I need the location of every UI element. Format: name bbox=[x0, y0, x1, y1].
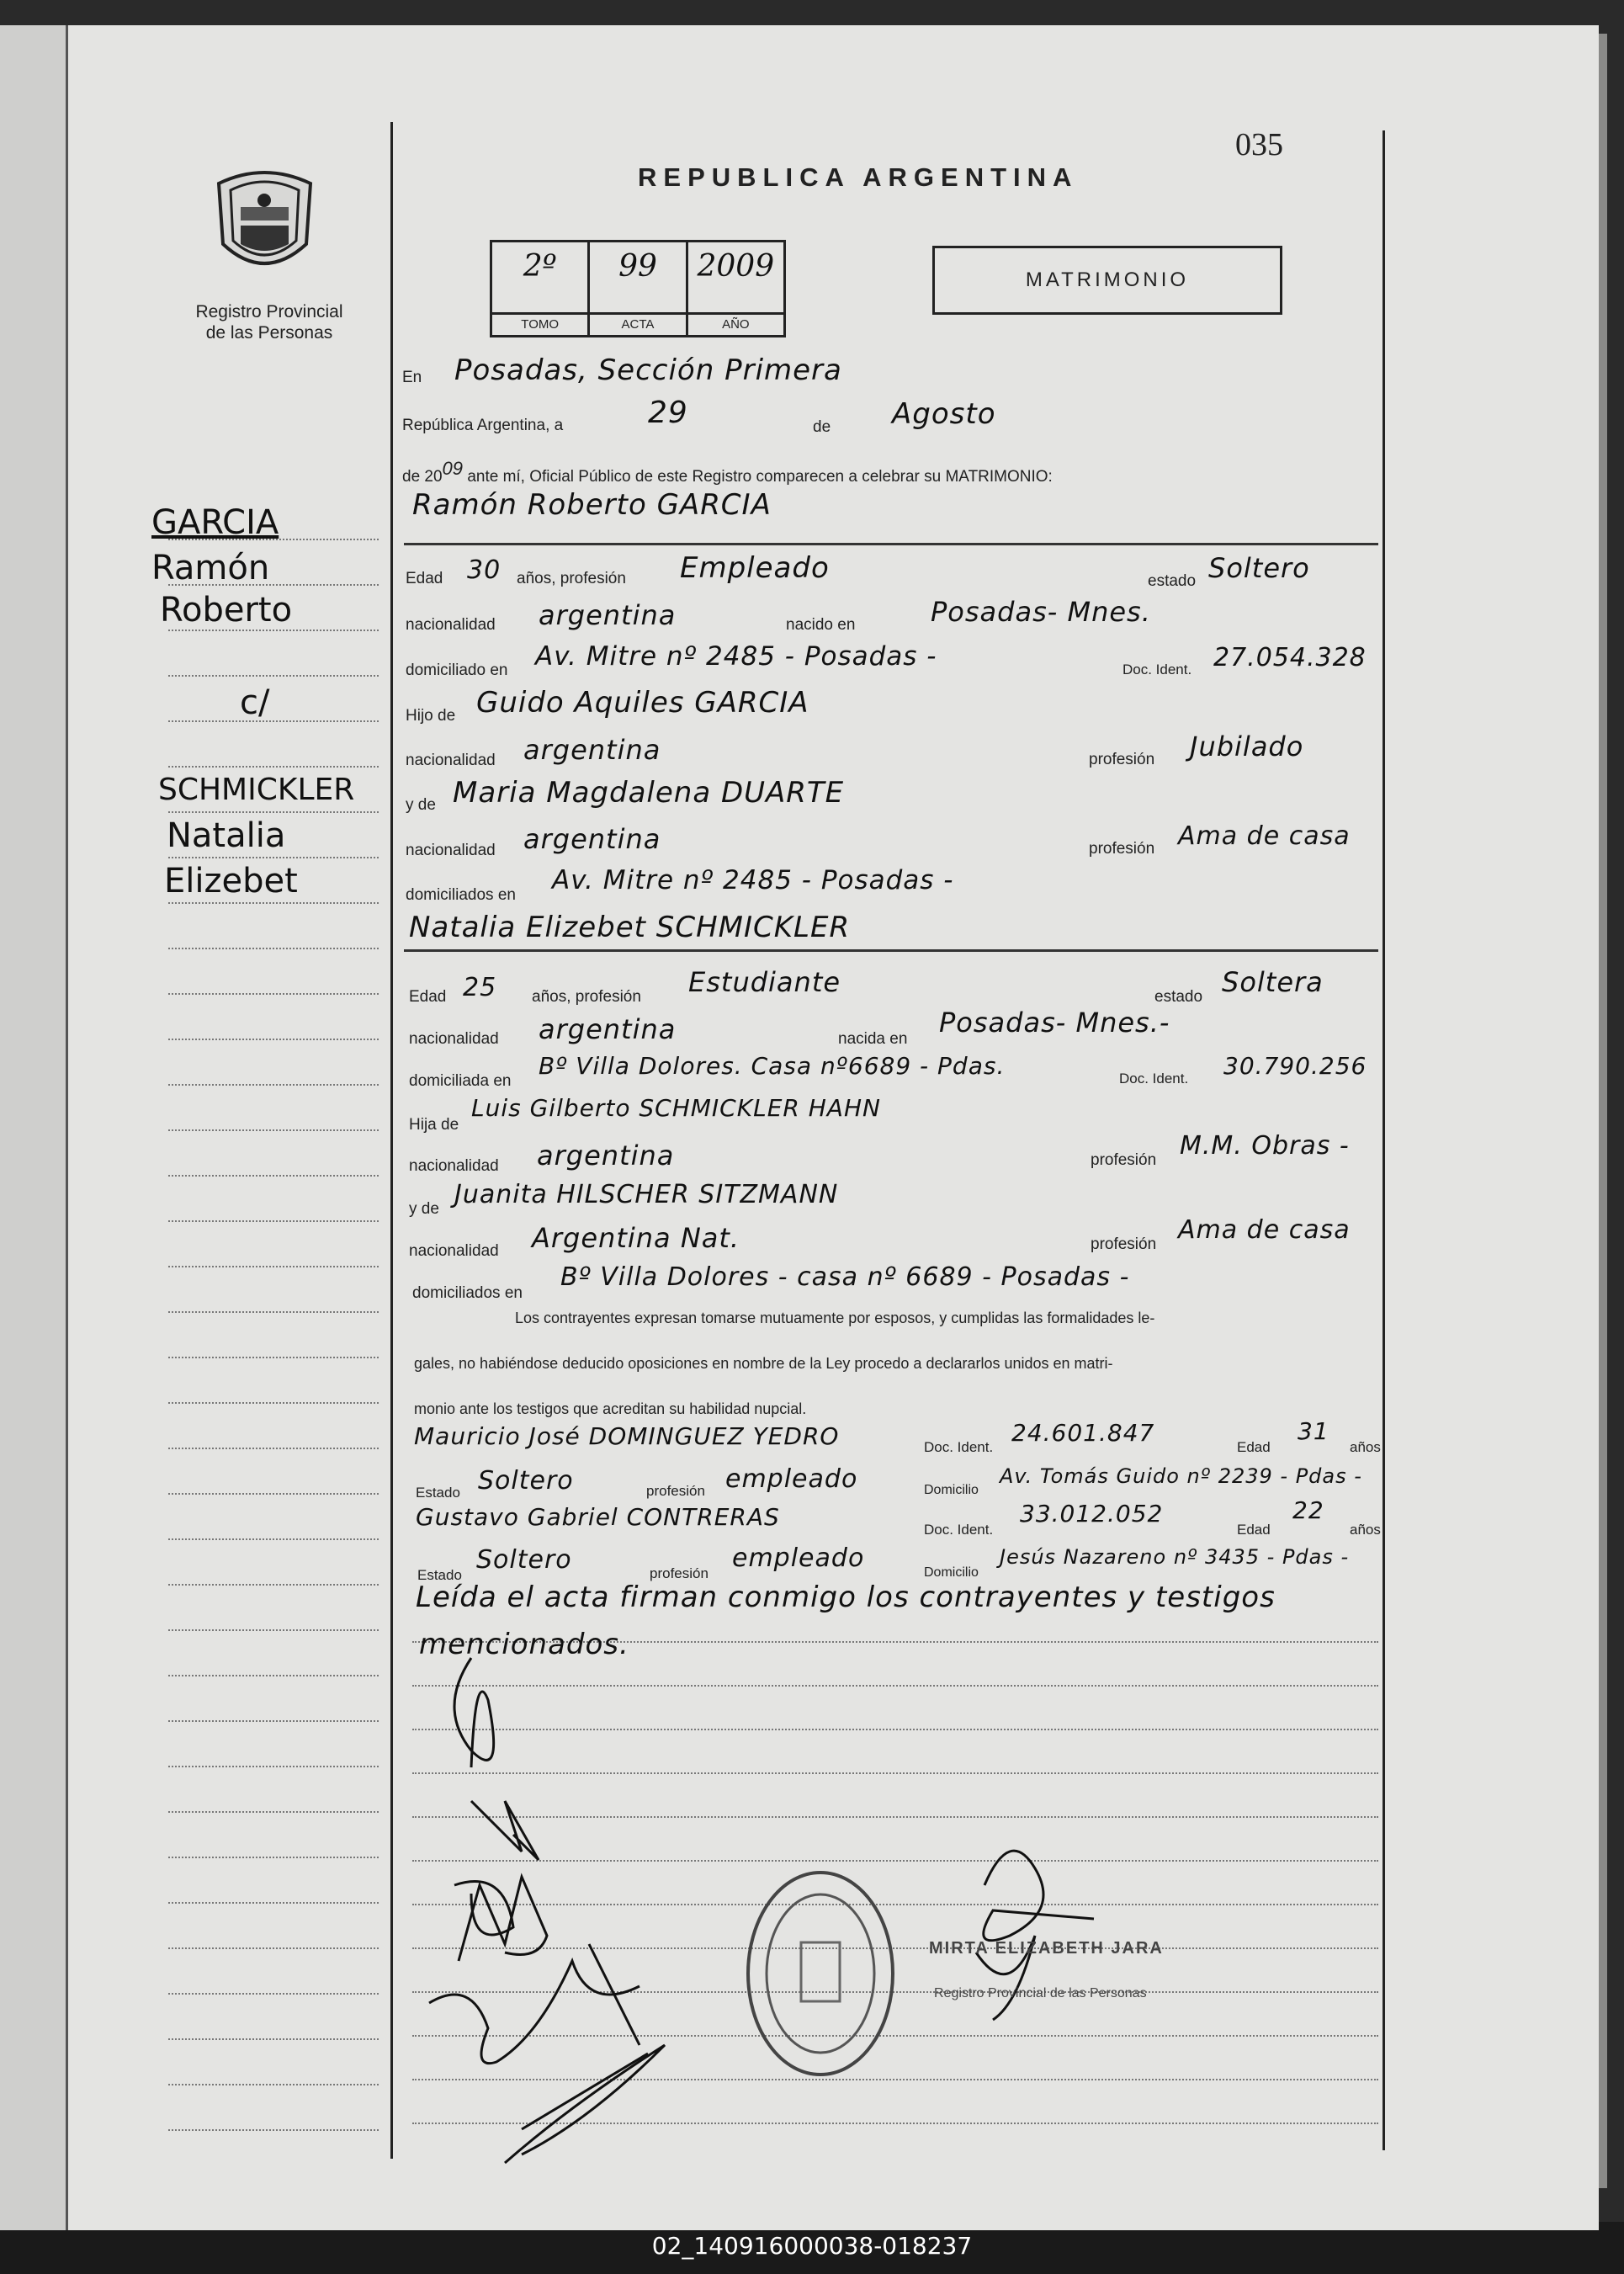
groom-parents-dom: Av. Mitre nº 2485 - Posadas - bbox=[552, 865, 954, 895]
bride-estado-label: estado bbox=[1154, 988, 1203, 1006]
groom-father-nac: argentina bbox=[523, 734, 661, 766]
groom-doc: 27.054.328 bbox=[1213, 643, 1367, 672]
image-caption: 02_140916000038-018237 bbox=[651, 2232, 973, 2260]
bride-edad-label: Edad bbox=[409, 988, 447, 1006]
groom-mother: Maria Magdalena DUARTE bbox=[453, 776, 845, 810]
margin-bride-surname: SCHMICKLER bbox=[158, 773, 355, 807]
witness1-anos-label: años bbox=[1350, 1439, 1381, 1455]
groom-mother-prof: Ama de casa bbox=[1178, 821, 1351, 851]
witness2-profesion: empleado bbox=[732, 1543, 865, 1573]
witness1-domicilio: Av. Tomás Guido nº 2239 - Pdas - bbox=[1000, 1464, 1362, 1488]
margin-conjunction: c/ bbox=[240, 683, 270, 722]
witness2-edad-label: Edad bbox=[1237, 1522, 1271, 1538]
groom-nac-label: nacionalidad bbox=[406, 616, 496, 634]
groom-name: Ramón Roberto GARCIA bbox=[412, 488, 772, 522]
intro-statement: ante mí, Oficial Público de este Registro comparecen a celebrar su MATRIMONIO: bbox=[467, 468, 1053, 486]
witness1-edad-label: Edad bbox=[1237, 1439, 1271, 1455]
bride-mother-nac-label: nacionalidad bbox=[409, 1242, 499, 1260]
year-suffix: 09 bbox=[442, 458, 464, 479]
witness2-doc-label: Doc. Ident. bbox=[924, 1522, 994, 1538]
groom-nacido: Posadas- Mnes. bbox=[931, 596, 1151, 628]
republic-label: República Argentina, a bbox=[402, 417, 564, 434]
witness1-edad: 31 bbox=[1298, 1417, 1329, 1445]
tomo-label: TOMO bbox=[492, 312, 587, 335]
bride-parents-dom-label: domiciliados en bbox=[412, 1284, 523, 1302]
acta-label: ACTA bbox=[590, 312, 685, 335]
bride-father-prof-label: profesión bbox=[1091, 1151, 1157, 1169]
bride-parents-dom: Bº Villa Dolores - casa nº 6689 - Posadas - bbox=[560, 1262, 1130, 1292]
bride-father-nac: argentina bbox=[537, 1140, 675, 1172]
groom-parents-dom-label: domiciliados en bbox=[406, 886, 516, 904]
bride-mother-prof-label: profesión bbox=[1091, 1235, 1157, 1253]
witness2-domicilio: Jesús Nazareno nº 3435 - Pdas - bbox=[1000, 1545, 1350, 1569]
registry-line-2: de las Personas bbox=[205, 323, 333, 343]
bride-hija-label: Hija de bbox=[409, 1116, 459, 1134]
witness2-estado: Soltero bbox=[476, 1545, 572, 1575]
tomo-value: 2º bbox=[523, 249, 557, 284]
declaration-line-1: Los contrayentes expresan tomarse mutuamente por esposos, y cumplidas las formalidades le- bbox=[515, 1310, 1155, 1326]
bride-nacida-label: nacida en bbox=[838, 1030, 908, 1048]
day-value: 29 bbox=[648, 396, 688, 430]
bride-yde-label: y de bbox=[409, 1200, 439, 1218]
bride-father-prof: M.M. Obras - bbox=[1180, 1131, 1350, 1161]
bride-name: Natalia Elizebet SCHMICKLER bbox=[409, 911, 851, 944]
margin-name-2: Roberto bbox=[160, 591, 293, 630]
groom-profesion-label: años, profesión bbox=[517, 570, 626, 587]
official-seal-icon bbox=[748, 1873, 893, 2075]
groom-father-prof-label: profesión bbox=[1089, 751, 1155, 768]
groom-dom-label: domiciliado en bbox=[406, 661, 508, 679]
country-title: REPUBLICA ARGENTINA bbox=[638, 162, 1079, 192]
de-label: de bbox=[813, 418, 831, 436]
signature-3 bbox=[505, 2045, 665, 2163]
bride-mother-prof: Ama de casa bbox=[1178, 1215, 1351, 1245]
witness2-dom-label: Domicilio bbox=[924, 1565, 979, 1580]
witness2-anos-label: años bbox=[1350, 1522, 1381, 1538]
margin-name-1: Ramón bbox=[151, 549, 270, 587]
bride-nacida: Posadas- Mnes.- bbox=[939, 1007, 1170, 1039]
bride-profesion-label: años, profesión bbox=[532, 988, 641, 1006]
witness1-estado: Soltero bbox=[478, 1466, 574, 1496]
groom-edad: 30 bbox=[467, 555, 502, 585]
bride-nac-label: nacionalidad bbox=[409, 1030, 499, 1048]
witness1-profesion: empleado bbox=[725, 1464, 858, 1494]
bride-father: Luis Gilberto SCHMICKLER HAHN bbox=[471, 1094, 881, 1122]
declaration-line-3: monio ante los testigos que acreditan su habilidad nupcial. bbox=[414, 1400, 807, 1417]
groom-nacionalidad: argentina bbox=[539, 599, 677, 631]
witness2-estado-label: Estado bbox=[417, 1567, 462, 1583]
groom-estado: Soltero bbox=[1208, 552, 1310, 584]
bride-profesion: Estudiante bbox=[688, 966, 841, 998]
bride-doc-label: Doc. Ident. bbox=[1119, 1071, 1189, 1087]
margin-bride-name-2: Elizebet bbox=[164, 862, 298, 901]
bride-domicilio: Bº Villa Dolores. Casa nº6689 - Pdas. bbox=[539, 1052, 1006, 1080]
groom-mother-prof-label: profesión bbox=[1089, 840, 1155, 858]
month-value: Agosto bbox=[892, 397, 996, 431]
witness1-dom-label: Domicilio bbox=[924, 1483, 979, 1497]
closing-line-1: Leída el acta firman conmigo los contrayentes y testigos bbox=[416, 1581, 1276, 1614]
bride-estado: Soltera bbox=[1222, 966, 1324, 998]
witness2-edad: 22 bbox=[1292, 1496, 1324, 1524]
bride-mother-nac: Argentina Nat. bbox=[532, 1222, 740, 1254]
groom-father: Guido Aquiles GARCIA bbox=[476, 686, 809, 720]
bride-nacionalidad: argentina bbox=[539, 1013, 677, 1045]
bride-dom-label: domiciliada en bbox=[409, 1072, 512, 1090]
groom-father-nac-label: nacionalidad bbox=[406, 752, 496, 769]
witness2-name: Gustavo Gabriel CONTRERAS bbox=[416, 1503, 780, 1531]
witness2-prof-label: profesión bbox=[650, 1565, 709, 1581]
witness1-estado-label: Estado bbox=[416, 1485, 460, 1501]
act-type-label: MATRIMONIO bbox=[1025, 268, 1190, 291]
stamp-officer: MIRTA ELIZABETH JARA bbox=[929, 1939, 1164, 1958]
witness1-prof-label: profesión bbox=[646, 1483, 705, 1499]
groom-edad-label: Edad bbox=[406, 570, 443, 587]
margin-surname: GARCIA bbox=[151, 503, 279, 542]
en-label: En bbox=[402, 369, 422, 386]
witness2-doc: 33.012.052 bbox=[1020, 1500, 1164, 1528]
groom-mother-nac-label: nacionalidad bbox=[406, 842, 496, 859]
witness1-doc: 24.601.847 bbox=[1011, 1419, 1155, 1447]
groom-hijo-label: Hijo de bbox=[406, 707, 456, 725]
signature-2 bbox=[429, 1877, 640, 2064]
bride-mother: Juanita HILSCHER SITZMANN bbox=[454, 1180, 839, 1209]
acta-value: 99 bbox=[618, 249, 657, 284]
groom-estado-label: estado bbox=[1148, 572, 1197, 590]
groom-doc-label: Doc. Ident. bbox=[1122, 661, 1192, 677]
bride-edad: 25 bbox=[463, 973, 497, 1002]
folio-number: 035 bbox=[1235, 127, 1283, 162]
declaration-line-2: gales, no habiéndose deducido oposiciones en nombre de la Ley procedo a declararlos unidos en matri- bbox=[414, 1355, 1113, 1372]
margin-bride-name-1: Natalia bbox=[167, 816, 286, 855]
stamp-office: Registro Provincial de las Personas bbox=[934, 1986, 1147, 2000]
groom-domicilio: Av. Mitre nº 2485 - Posadas - bbox=[535, 641, 937, 672]
groom-yde-label: y de bbox=[406, 796, 436, 814]
anio-label: AÑO bbox=[688, 312, 783, 335]
groom-profesion: Empleado bbox=[680, 551, 830, 585]
signature-1 bbox=[454, 1658, 539, 1935]
groom-father-prof: Jubilado bbox=[1190, 731, 1304, 762]
year-prefix: de 20 bbox=[402, 468, 443, 486]
registry-line-1: Registro Provincial bbox=[195, 302, 343, 321]
groom-nacido-label: nacido en bbox=[786, 616, 856, 634]
closing-line-2: mencionados. bbox=[419, 1628, 629, 1661]
witness1-name: Mauricio José DOMINGUEZ YEDRO bbox=[414, 1422, 840, 1450]
anio-value: 2009 bbox=[697, 249, 775, 284]
bride-father-nac-label: nacionalidad bbox=[409, 1157, 499, 1175]
place-value: Posadas, Sección Primera bbox=[454, 353, 842, 387]
witness1-doc-label: Doc. Ident. bbox=[924, 1439, 994, 1455]
bride-doc: 30.790.256 bbox=[1223, 1052, 1367, 1080]
groom-mother-nac: argentina bbox=[523, 823, 661, 855]
